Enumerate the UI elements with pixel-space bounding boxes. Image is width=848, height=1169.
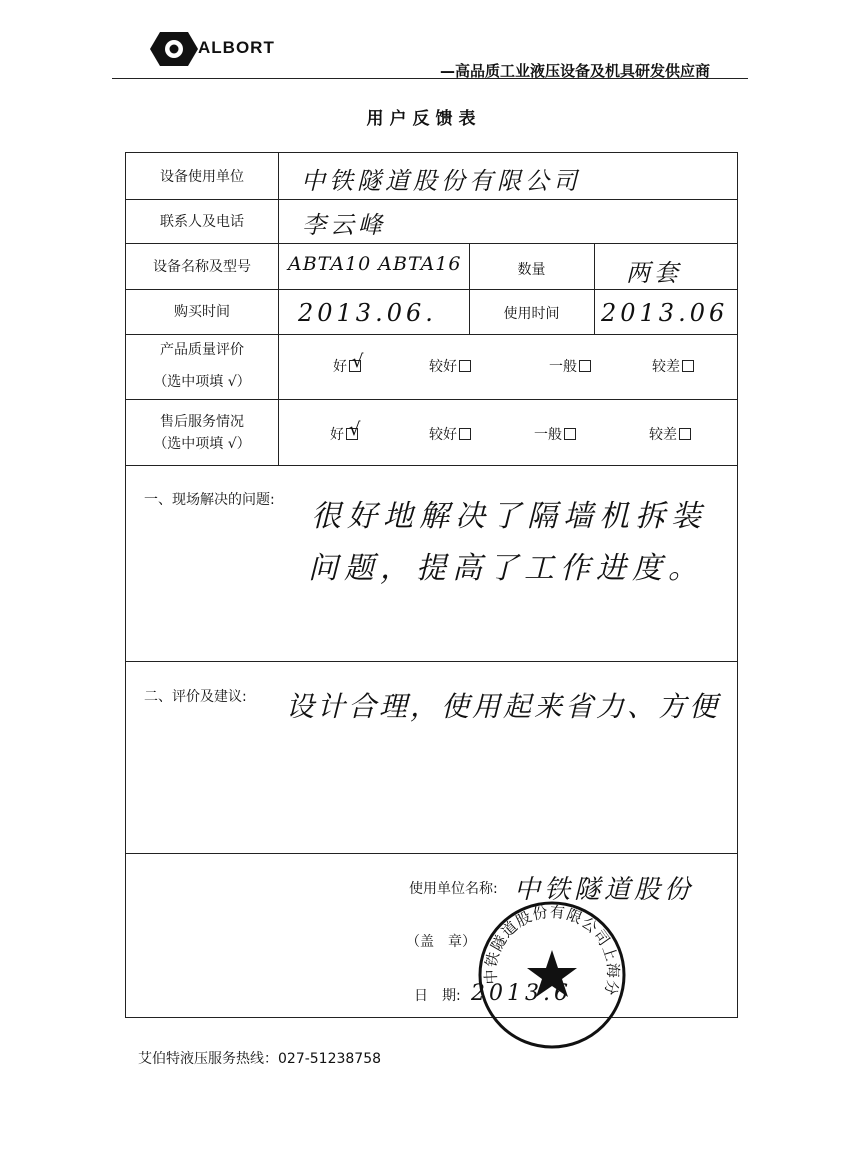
star-icon (527, 950, 577, 997)
service-label: 售后服务情况 (160, 414, 244, 430)
purchase-value: 2013.06. (298, 299, 437, 327)
date-label: 日 期: (414, 988, 461, 1004)
header-divider (112, 78, 748, 79)
check-mark: √ (352, 351, 364, 372)
quantity-label: 数量 (517, 262, 546, 278)
column-divider (278, 153, 279, 465)
issues-line-2: 问题，提高了工作进度。 (308, 551, 704, 586)
service-hotline: 艾伯特液压服务热线：027-51238758 (138, 1051, 382, 1067)
unit-label: 设备使用单位 (160, 169, 244, 185)
checkbox[interactable] (459, 428, 471, 440)
checkbox[interactable] (679, 428, 691, 440)
device-label: 设备名称及型号 (153, 259, 251, 275)
device-value: ABTA10 ABTA16 (288, 253, 462, 275)
service-option-poor[interactable]: 较差 (649, 424, 691, 444)
quantity-value: 两套 (626, 259, 682, 287)
quality-option-fairly-good[interactable]: 较好 (429, 356, 471, 376)
issues-label: 一、现场解决的问题: (144, 492, 275, 508)
row-divider (126, 243, 737, 244)
row-divider (126, 853, 737, 854)
suggest-label: 二、评价及建议: (144, 689, 247, 705)
quality-hint: （选中项填 √） (153, 374, 251, 390)
row-divider (126, 289, 737, 290)
calbort-logo (150, 30, 295, 68)
service-option-fairly-good[interactable]: 较好 (429, 424, 471, 444)
row-divider (126, 334, 737, 335)
checkbox[interactable] (579, 360, 591, 372)
purchase-label: 购买时间 (174, 304, 230, 320)
checkbox[interactable] (459, 360, 471, 372)
row-divider (126, 661, 737, 662)
feedback-form (125, 152, 738, 1018)
sign-unit-value: 中铁隧道股份 (514, 875, 695, 905)
quality-option-good[interactable]: 好 √ (333, 351, 364, 375)
date-value: 2013.6 (471, 981, 572, 1006)
service-option-good[interactable]: 好 √ (330, 419, 361, 443)
service-option-average[interactable]: 一般 (534, 424, 576, 444)
usage-label: 使用时间 (503, 306, 560, 322)
official-seal (472, 900, 632, 1050)
seal-icon (472, 900, 632, 1050)
checkbox[interactable] (349, 351, 364, 372)
sign-unit-label: 使用单位名称: (409, 881, 498, 897)
row-divider (126, 399, 737, 400)
unit-value: 中铁隧道股份有限公司 (301, 167, 581, 195)
quality-option-poor[interactable]: 较差 (652, 356, 694, 376)
logo-mark-icon (150, 30, 198, 68)
seal-label: （盖 章） (406, 934, 476, 950)
contact-label: 联系人及电话 (160, 214, 244, 230)
logo-text: ALBORT (198, 38, 275, 57)
page-title: 用户反馈表 (366, 109, 482, 129)
contact-value: 李云峰 (302, 211, 386, 239)
checkbox[interactable] (682, 360, 694, 372)
row-divider (126, 199, 737, 200)
check-mark: √ (349, 419, 361, 440)
issues-line-1: 很好地解决了隔墙机拆装 (311, 499, 707, 534)
usage-value: 2013.06 (601, 299, 729, 327)
service-hint: （选中项填 √） (153, 436, 251, 452)
checkbox[interactable] (564, 428, 576, 440)
company-tagline: —高品质工业液压设备及机具研发供应商 (440, 62, 711, 80)
suggest-value: 设计合理，使用起来省力、方便 (286, 690, 721, 723)
quality-label: 产品质量评价 (160, 342, 244, 358)
column-divider (594, 243, 595, 334)
seal-text: 中铁隧道股份有限公司上海分 (481, 902, 623, 999)
row-divider (126, 465, 737, 466)
quality-option-average[interactable]: 一般 (549, 356, 591, 376)
checkbox[interactable] (346, 419, 361, 440)
